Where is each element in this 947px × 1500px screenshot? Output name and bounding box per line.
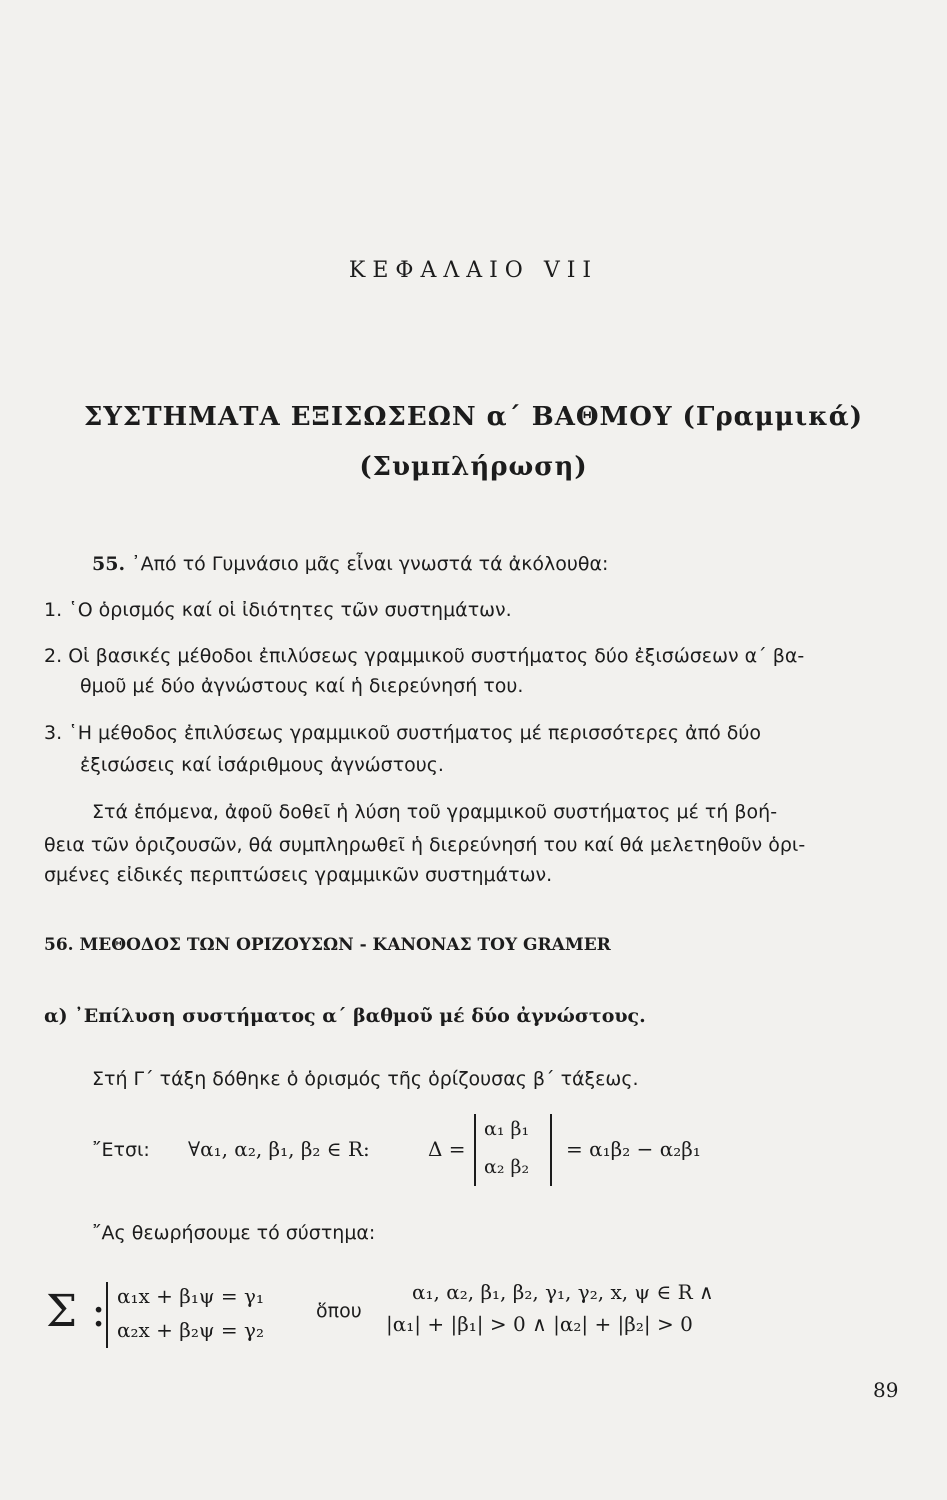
determinant-right-bar [550,1114,552,1186]
sigma-label: Σ : [46,1286,106,1337]
subsection-heading: α) ᾽Επίλυση συστήματος α΄ βαθμοῦ μέ δύο ἀγνώστους. [44,1005,646,1027]
list-item-number: 1. [44,599,63,621]
list-item [44,722,761,744]
list-item-text: ῾Ο ὁρισμός καί οἱ ἰδιότητες τῶν συστημάτων. [68,599,512,621]
list-item [44,599,512,621]
paragraph-line: θεια τῶν ὁριζουσῶν, θά συμπληρωθεῖ ἡ διερεύνησή του καί θά μελετηθοῦν ὁρι- [44,834,806,856]
determinant-row-2: α₂ β₂ [484,1156,530,1178]
list-item-text: Οἱ βασικές μέθοδοι ἐπιλύσεως γραμμικοῦ συστήματος δύο ἐξισώσεων α΄ βα- [68,645,805,667]
list-item-continuation: θμοῦ μέ δύο ἀγνώστους καί ἡ διερεύνησή του. [80,675,524,697]
paragraph-line: σμένες εἰδικές περιπτώσεις γραμμικῶν συστημάτων. [44,864,553,886]
list-item-continuation: ἐξισώσεις καί ἰσάριθμους ἀγνώστους. [80,754,444,776]
determinant-left-bar [474,1114,476,1186]
condition-line-2: |α₁| + |β₁| > 0 ∧ |α₂| + |β₂| > 0 [386,1312,693,1336]
text-line: Στή Γ΄ τάξη δόθηκε ὁ ὁρισμός τῆς ὁρίζουσας β΄ τάξεως. [92,1068,639,1090]
chapter-title: ΣΥΣΤΗΜΑΤΑ ΕΞΙΣΩΣΕΩΝ α΄ ΒΑΘΜΟΥ (Γραμμικά) [83,402,864,432]
system-equation-1: α₁x + β₁ψ = γ₁ [117,1284,264,1308]
determinant-row-1: α₁ β₁ [484,1118,530,1140]
list-item-number: 2. [44,645,63,667]
etsi-label: ῎Ετσι: [92,1139,150,1161]
section-55-intro [92,553,608,575]
list-item [44,645,804,667]
forall-expression: ∀α₁, α₂, β₁, β₂ ∈ R: [188,1137,370,1161]
paragraph-line: Στά ἑπόμενα, ἀφοῦ δοθεῖ ἡ λύση τοῦ γραμμικοῦ συστήματος μέ τή βοή- [92,801,778,823]
chapter-subtitle: (Συμπλήρωση) [359,452,588,482]
system-brace-bar [106,1282,108,1348]
determinant-result: = α₁β₂ − α₂β₁ [566,1137,701,1161]
condition-line-1: α₁, α₂, β₁, β₂, γ₁, γ₂, x, ψ ∈ R ∧ [412,1280,714,1304]
section-55-number: 55. [92,553,126,575]
chapter-heading: ΚΕΦΑΛΑΙΟ VII [348,258,599,283]
text-line: ῎Ας θεωρήσουμε τό σύστημα: [92,1222,376,1244]
delta-equals: Δ = [428,1137,466,1161]
section-56-heading: 56. ΜΕΘΟΔΟΣ ΤΩΝ ΟΡΙΖΟΥΣΩΝ - ΚΑΝΟΝΑΣ ΤΟΥ GRAMER [44,935,611,955]
list-item-number: 3. [44,722,63,744]
list-item-text: ῾Η μέθοδος ἐπιλύσεως γραμμικοῦ συστήματος μέ περισσότερες ἀπό δύο [68,722,761,744]
page-number: 89 [873,1378,899,1402]
system-equation-2: α₂x + β₂ψ = γ₂ [117,1318,264,1342]
section-55-intro-text: ᾽Από τό Γυμνάσιο μᾶς εἶναι γνωστά τά ἀκόλουθα: [131,553,609,575]
opou-word: ὅπου [316,1300,362,1322]
